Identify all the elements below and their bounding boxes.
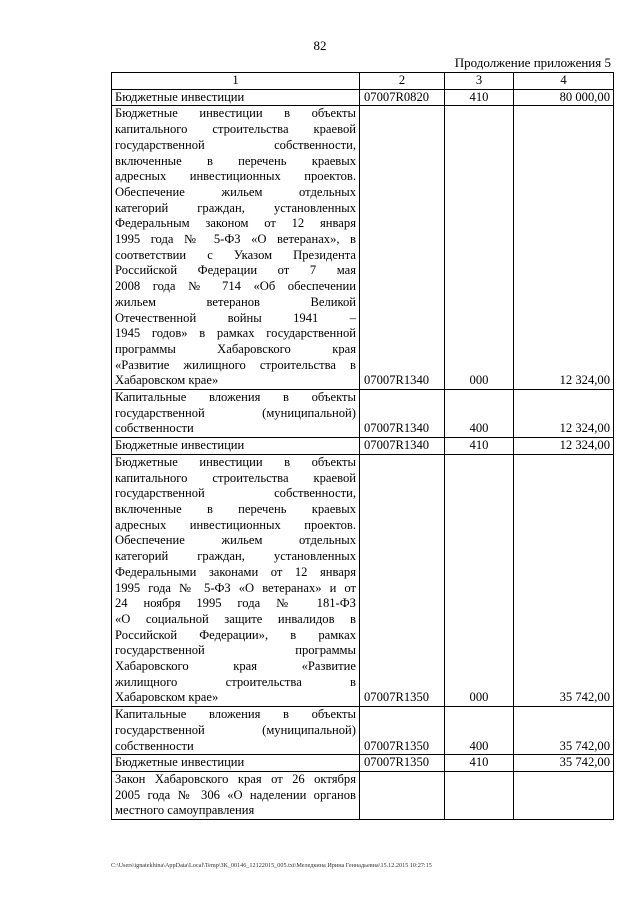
row-description: [112, 89, 360, 106]
row-type: 400: [445, 390, 514, 438]
description-line: Бюджетные инвестиции: [115, 755, 245, 770]
row-code: [360, 771, 445, 819]
table-row: [112, 707, 614, 755]
appendix-table: [111, 72, 614, 820]
description-line: 1995 года № 5-ФЗ «О ветеранах» и от: [115, 580, 356, 595]
row-type: 400: [445, 707, 514, 755]
row-code: 07007R1350: [360, 454, 445, 706]
description-line: Капитальные вложения в объекты: [115, 707, 356, 722]
row-type: 000: [445, 106, 514, 390]
description-line: собственности: [115, 738, 194, 753]
page-number: 82: [313, 38, 327, 53]
description-line: капитального строительства краевой: [115, 470, 356, 485]
row-code: 07007R1350: [360, 755, 445, 772]
header-col-3: 3: [445, 73, 514, 90]
row-code: 07007R0820: [360, 89, 445, 106]
description-line: Федеральными законами от 12 января: [115, 564, 356, 579]
description-line: местного самоуправления: [115, 803, 255, 818]
header-col-2: 2: [360, 73, 445, 90]
description-line: государственной собственности,: [115, 486, 356, 501]
row-type: 410: [445, 89, 514, 106]
description-line: Федеральным законом от 12 января: [115, 216, 356, 231]
description-line: Отечественной войны 1941 –: [115, 310, 356, 325]
description-line: жильем ветеранов Великой: [115, 294, 356, 309]
description-line: государственной программы: [115, 643, 356, 658]
header-col-4: 4: [514, 73, 614, 90]
description-line: Обеспечение жильем отдельных: [115, 533, 356, 548]
description-line: капитального строительства краевой: [115, 122, 356, 137]
row-amount: 12 324,00: [514, 390, 614, 438]
row-amount: 35 742,00: [514, 454, 614, 706]
description-line: Бюджетные инвестиции в объекты: [115, 454, 356, 469]
description-line: Хабаровском крае»: [115, 690, 219, 705]
description-line: Закон Хабаровского края от 26 октября: [115, 771, 356, 786]
description-line: «Развитие жилищного строительства в: [115, 357, 356, 372]
description-line: собственности: [115, 421, 194, 436]
description-line: адресных инвестиционных проектов.: [115, 169, 356, 184]
description-line: программы Хабаровского края: [115, 341, 356, 356]
header-col-1: 1: [112, 73, 360, 90]
description-line: «О социальной защите инвалидов в: [115, 611, 356, 626]
row-code: 07007R1340: [360, 106, 445, 390]
row-description: [112, 454, 360, 706]
row-amount: 12 324,00: [514, 438, 614, 455]
description-line: включенные в перечень краевых: [115, 501, 356, 516]
description-line: Капитальные вложения в объекты: [115, 390, 356, 405]
description-line: категорий граждан, установленных: [115, 549, 356, 564]
description-line: Обеспечение жильем отдельных: [115, 184, 356, 199]
table-row: [112, 390, 614, 438]
table-header-row: [112, 73, 614, 90]
continuation-label: Продолжение приложения 5: [454, 55, 611, 70]
row-amount: 80 000,00: [514, 89, 614, 106]
row-description: [112, 438, 360, 455]
row-description: [112, 707, 360, 755]
table-row: [112, 89, 614, 106]
row-amount: 35 742,00: [514, 707, 614, 755]
description-line: жилищного строительства в: [115, 674, 356, 689]
description-line: включенные в перечень краевых: [115, 153, 356, 168]
row-code: 07007R1340: [360, 438, 445, 455]
description-line: Хабаровского края «Развитие: [115, 659, 356, 674]
description-line: соответствии с Указом Президента: [115, 247, 356, 262]
description-line: 1995 года № 5-ФЗ «О ветеранах», в: [115, 232, 356, 247]
table-row: [112, 454, 614, 706]
description-line: Бюджетные инвестиции в объекты: [115, 106, 356, 121]
table-row: [112, 106, 614, 390]
row-type: [445, 771, 514, 819]
table-row: [112, 771, 614, 819]
row-description: [112, 771, 360, 819]
description-line: государственной собственности,: [115, 137, 356, 152]
row-type: 410: [445, 755, 514, 772]
description-line: Бюджетные инвестиции: [115, 438, 245, 453]
description-line: адресных инвестиционных проектов.: [115, 517, 356, 532]
description-line: государственной (муниципальной): [115, 722, 356, 737]
row-code: 07007R1340: [360, 390, 445, 438]
description-line: 2008 года № 714 «Об обеспечении: [115, 279, 356, 294]
row-type: 410: [445, 438, 514, 455]
table-row: [112, 755, 614, 772]
row-amount: 12 324,00: [514, 106, 614, 390]
row-description: [112, 755, 360, 772]
description-line: государственной (муниципальной): [115, 405, 356, 420]
description-line: 1945 годов» в рамках государственной: [115, 326, 356, 341]
row-amount: [514, 771, 614, 819]
description-line: Российской Федерации», в рамках: [115, 627, 356, 642]
table-row: [112, 438, 614, 455]
row-type: 000: [445, 454, 514, 706]
row-description: [112, 390, 360, 438]
description-line: 2005 года № 306 «О наделении органов: [115, 787, 356, 802]
file-path-footer: C:\Users\ignatekhina\AppData\Local\Temp\ЗК_00146_12122015_005.txt\Меледкина Ирина Геннадьевна\15.12.2015 10:27:15: [111, 862, 432, 869]
row-description: [112, 106, 360, 390]
row-amount: 35 742,00: [514, 755, 614, 772]
row-code: 07007R1350: [360, 707, 445, 755]
description-line: 24 ноября 1995 года № 181-ФЗ: [115, 596, 356, 611]
description-line: Хабаровском крае»: [115, 373, 219, 388]
description-line: Российской Федерации от 7 мая: [115, 263, 356, 278]
description-line: Бюджетные инвестиции: [115, 89, 245, 104]
description-line: категорий граждан, установленных: [115, 200, 356, 215]
